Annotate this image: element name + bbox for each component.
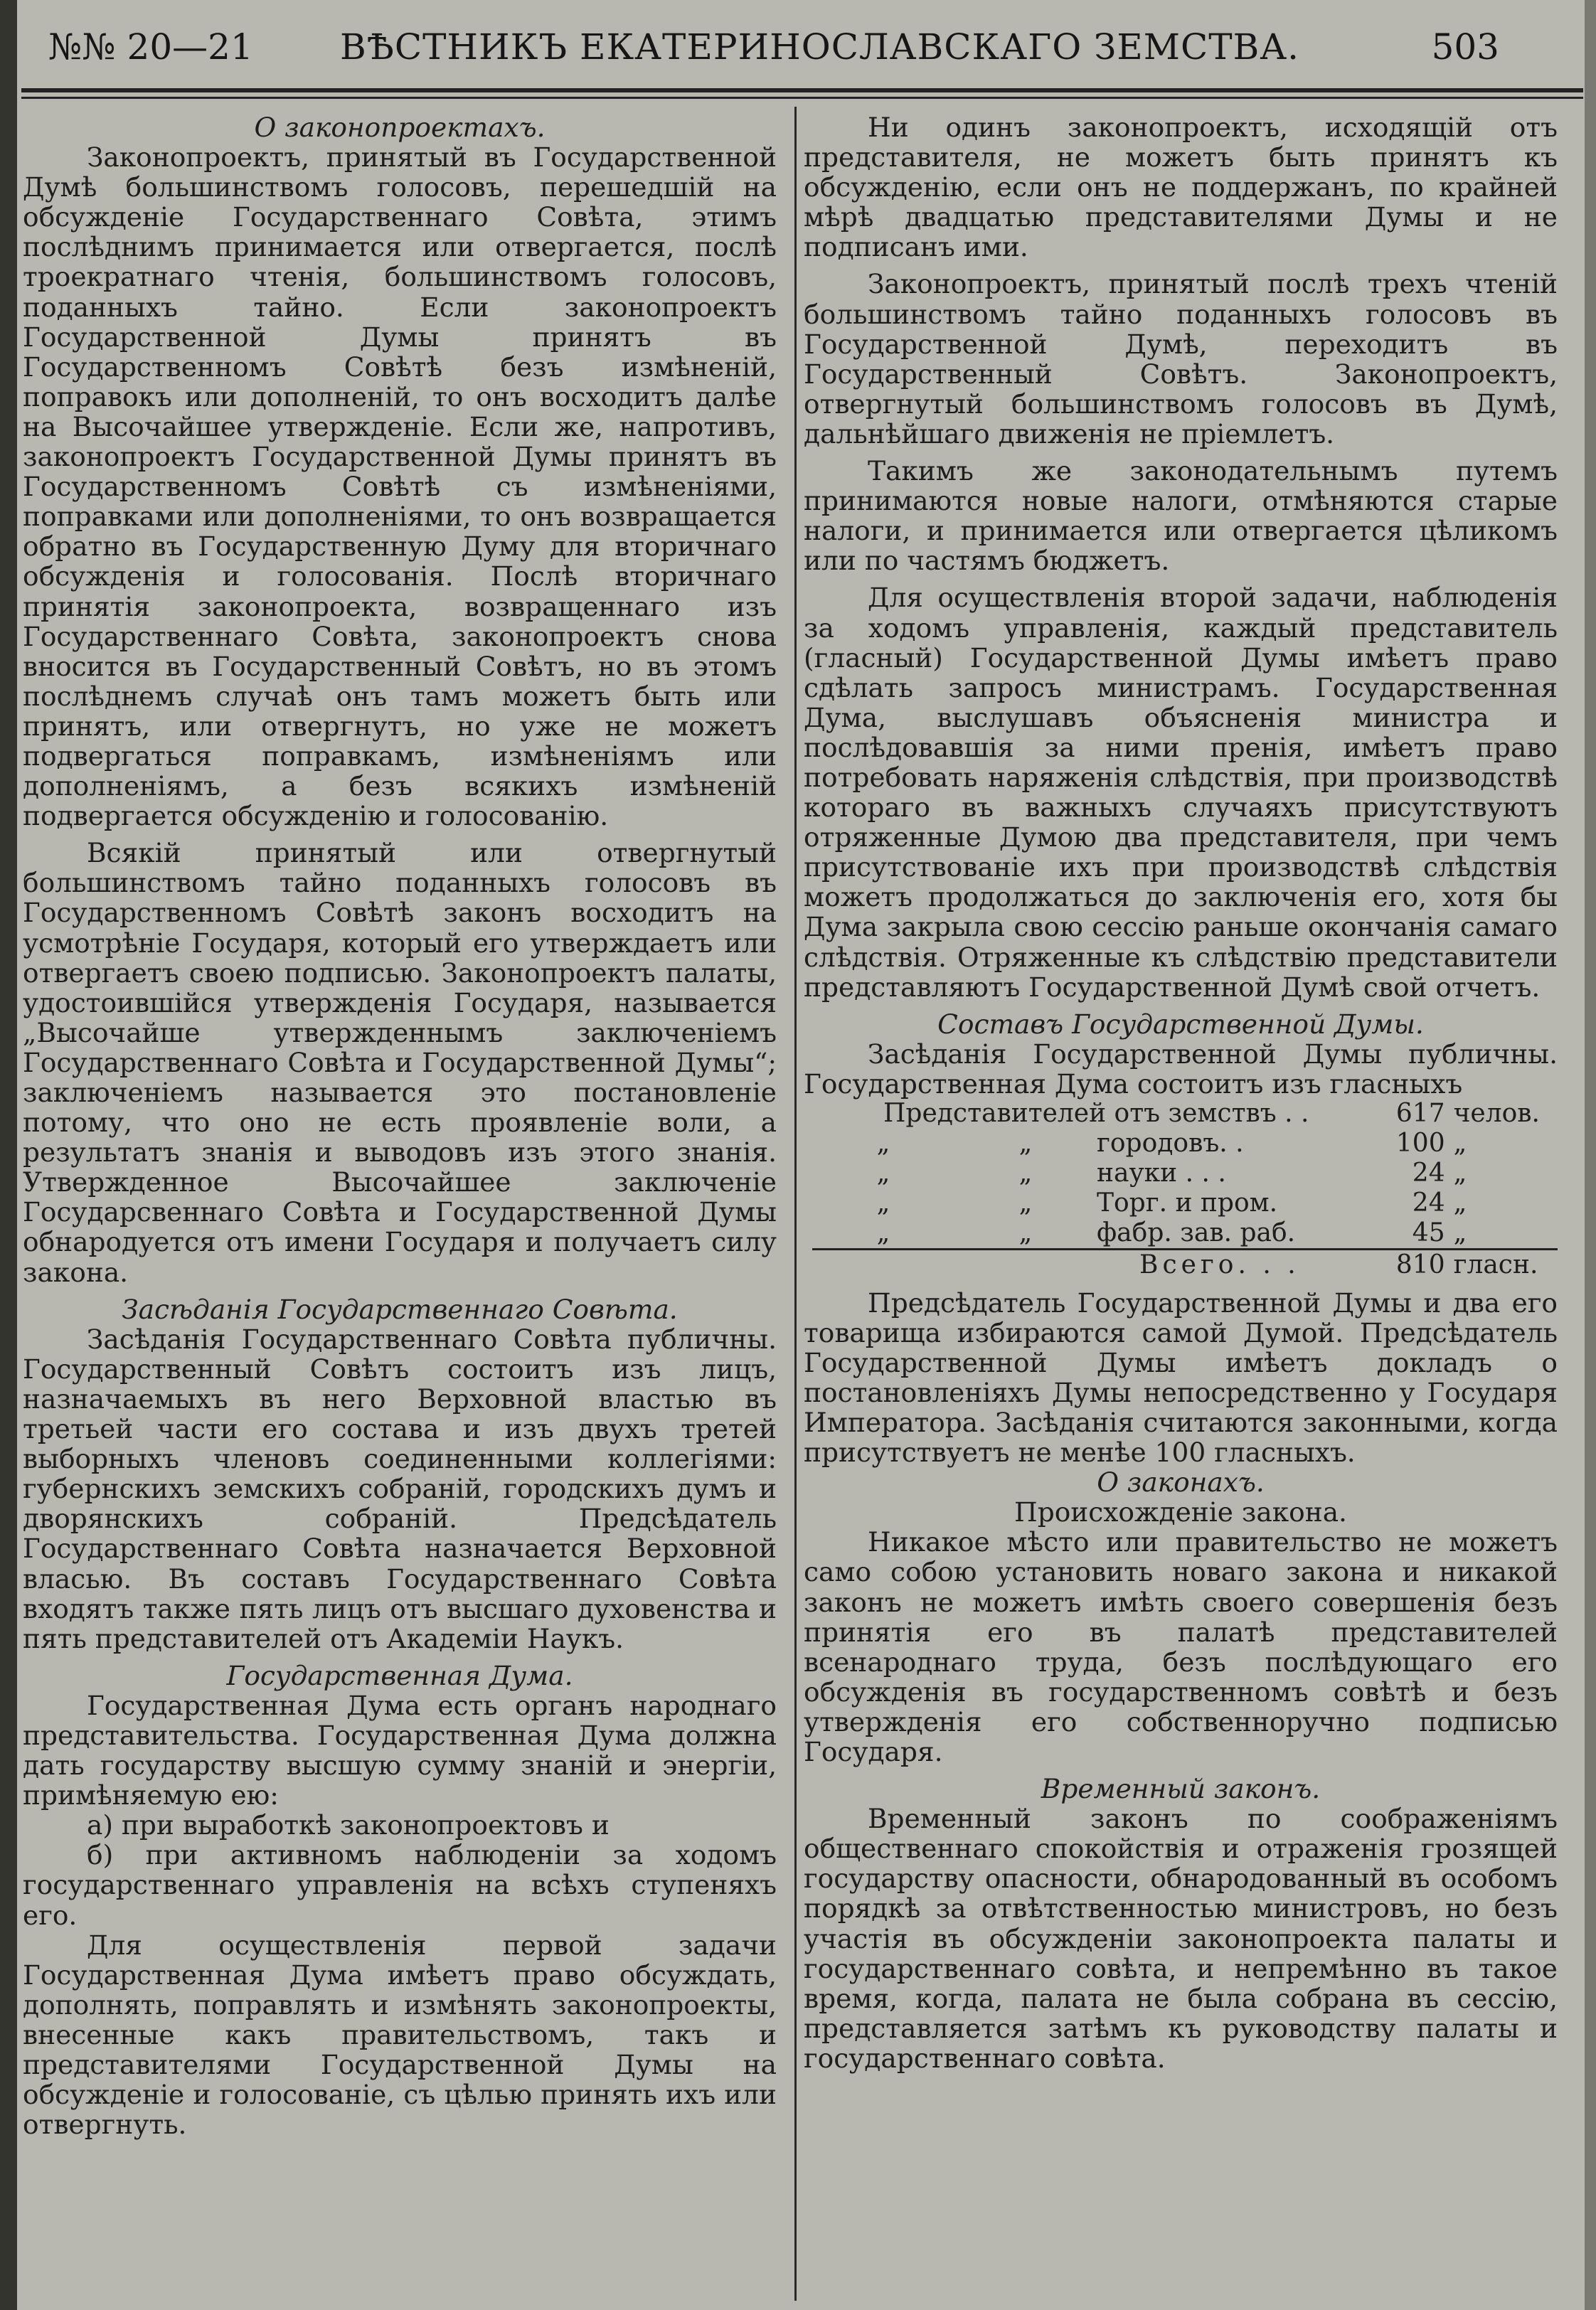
issue-number: №№ 20—21: [48, 26, 253, 68]
total-value: 810: [1395, 1250, 1445, 1280]
row-unit: „: [1453, 1129, 1467, 1159]
page-number: 503: [1431, 26, 1499, 68]
row-label: [812, 1159, 1381, 1188]
row-unit: „: [1453, 1188, 1467, 1218]
paragraph: Законопроектъ, принятый въ Государственной Думѣ большинствомъ голосовъ, перешедшій на обсужденіе Государственнаго Совѣта, этимъ послѣднимъ принимается или отвергается, послѣ троекратнаго чтенія, большинствомъ голосовъ, поданныхъ тайно. Если законопроектъ Государственной Думы принятъ въ Государственномъ Совѣтѣ безъ измѣненій, поправокъ или дополненій, то онъ восходитъ далѣе на Высочайшее утвержденіе. Если же, напротивъ, законопроектъ Государственной Думы принятъ въ Государственномъ Совѣтѣ съ измѣненіями, поправками или дополненіями, то онъ возвращается обратно въ Государственную Думу для вторичнаго обсужденія и голосованія. Послѣ вторичнаго принятія законопроекта, возвращеннаго изъ Государственнаго Совѣта, законопроектъ снова вносится въ Государственный Совѣтъ, но въ этомъ послѣднемъ случаѣ онъ тамъ можетъ быть или принятъ, или отвергнутъ, но уже не можетъ подвергаться поправкамъ, измѣненіямъ или дополненіямъ, а безъ всякихъ измѣненій подвергается обсужденію и голосованію.: [23, 142, 777, 832]
row-unit: „: [1453, 1159, 1467, 1188]
subsection-heading: Происхожденіе закона.: [1014, 1496, 1347, 1528]
paragraph: Для осуществленія первой задачи Государственная Дума имѣетъ право обсуждать, дополнять, поправлять и измѣнять законопроекты, внесенные какъ правительствомъ, такъ и представителями Государственной Думы на обсужденіе и голосованіе, съ цѣлью принять ихъ или отвергнуть.: [23, 1929, 777, 2141]
row-value: 100: [1395, 1129, 1445, 1159]
row-value: 24: [1412, 1159, 1445, 1188]
row-label: [812, 1218, 1381, 1250]
row-unit: „: [1454, 1218, 1558, 1250]
ditto-mark: „: [876, 1188, 890, 1218]
section-heading: Временный законъ.: [1041, 1773, 1321, 1805]
table-row: [812, 1218, 1558, 1250]
journal-title: ВѢСТНИКЪ ЕКАТЕРИНОСЛАВСКАГО ЗЕМСТВА.: [340, 26, 1300, 68]
table-row: [812, 1159, 1558, 1188]
ditto-mark: „: [1018, 1218, 1033, 1248]
total-unit: гласн.: [1453, 1250, 1538, 1280]
row-label: [812, 1188, 1381, 1218]
list-item: б) при активномъ наблюденіи за ходомъ государственнаго управленія на всѣхъ ступеняхъ его.: [23, 1839, 777, 1931]
header-rule-thick: [21, 88, 1583, 92]
row-label-text: науки . . .: [1097, 1159, 1226, 1188]
table-row: [812, 1099, 1558, 1129]
row-label: Представителей отъ земствъ . .: [883, 1099, 1309, 1128]
row-label-text: Торг. и пром.: [1097, 1188, 1278, 1218]
paragraph: Государственная Дума есть органъ народнаго представительства. Государственная Дума должна дать государству высшую сумму знаній и энергіи, примѣняемую ею:: [23, 1689, 777, 1811]
ditto-mark: „: [1018, 1129, 1033, 1159]
row-label-text: фабр. зав. раб.: [1097, 1218, 1296, 1248]
duma-composition-table: [812, 1099, 1558, 1281]
table-row: [812, 1188, 1558, 1218]
section-heading: Составъ Государственной Думы.: [937, 1008, 1424, 1040]
row-label: [812, 1129, 1381, 1159]
right-column: [804, 112, 1558, 2073]
page-edge: [1585, 0, 1596, 2310]
column-divider: [794, 107, 797, 2301]
ditto-mark: „: [876, 1218, 890, 1248]
paragraph: Временный законъ по соображеніямъ общественнаго спокойствія и отраженія грозящей государству опасности, обнародованный въ особомъ порядкѣ за отвѣтственностью министровъ, но безъ участія въ обсужденіи законопроекта палаты и государственнаго совѣта, и непремѣнно въ такое время, когда, палата не была собрана въ сессію, представляется затѣмъ къ руководству палаты и государственнаго совѣта.: [804, 1803, 1558, 2074]
left-column: [23, 112, 777, 2139]
ditto-mark: „: [1018, 1188, 1033, 1218]
table-total-row: [812, 1250, 1558, 1281]
paragraph: Предсѣдатель Государственной Думы и два его товарища избираются самой Думой. Предсѣдатель Государственной Думы имѣетъ докладъ о постановленіяхъ Думы непосредственно у Государя Императора. Засѣданія считаются законными, когда присутствуетъ не менѣе 100 гласныхъ.: [804, 1287, 1558, 1469]
ditto-mark: „: [1018, 1159, 1033, 1188]
section-heading: Засѣданія Государственнаго Совѣта.: [122, 1293, 678, 1325]
paragraph: Ни одинъ законопроектъ, исходящій отъ представителя, не можетъ быть принятъ къ обсужденію, если онъ не поддержанъ, по крайней мѣрѣ двадцатью представителями Думы и не подписанъ ими.: [804, 112, 1558, 263]
row-unit: челов.: [1453, 1099, 1540, 1128]
header-rule-thin: [21, 97, 1583, 99]
row-value: 45: [1381, 1218, 1453, 1250]
list-item: а) при выработкѣ законопроектовъ и: [87, 1809, 610, 1841]
ditto-mark: „: [876, 1159, 890, 1188]
binding-edge: [0, 0, 17, 2310]
running-header: [41, 18, 1499, 75]
paragraph: Всякій принятый или отвергнутый большинствомъ тайно поданныхъ голосовъ въ Государственномъ Совѣтѣ законъ восходитъ на усмотрѣніе Государя, который его утверждаетъ или отвергаетъ своею подписью. Законопроектъ палаты, удостоившійся утвержденія Государя, называется „Высочайше утвержденнымъ заключеніемъ Государственнаго Совѣта и Государственной Думы“; заключеніемъ называется это постановленіе потому, что оно не есть проявленіе воли, а результатъ знанія и выводовъ изъ этого знанія. Утвержденное Высочайшее заключеніе Государсвеннаго Совѣта и Государственной Думы обнародуется отъ имени Государя и получаетъ силу закона.: [23, 837, 777, 1288]
paragraph: Засѣданія Государственнаго Совѣта публичны. Государственный Совѣтъ состоитъ изъ лицъ, назначаемыхъ въ него Верховной властью въ третьей части его состава и изъ двухъ третей выборныхъ членовъ соединенными коллегіями: губернскихъ земскихъ собраній, городскихъ думъ и дворянскихъ собраній. Предсѣдатель Государственнаго Совѣта назначается Верховной власью. Въ составъ Государственнаго Совѣта входятъ также пять лицъ отъ высшаго духовенства и пять представителей отъ Академіи Наукъ.: [23, 1323, 777, 1654]
paragraph: Засѣданія Государственной Думы публичны. Государственная Дума состоитъ изъ гласныхъ: [804, 1038, 1558, 1100]
section-heading: Государственная Дума.: [226, 1659, 573, 1691]
paragraph: Для осуществленія второй задачи, наблюденія за ходомъ управленія, каждый представитель (гласный) Государственной Думы имѣетъ право сдѣлать запросъ министрамъ. Государственная Дума, выслушавъ объясненія министра и послѣдовавшія за ними пренія, имѣетъ право потребовать наряженія слѣдствія, при производствѣ котораго въ важныхъ случаяхъ присутствуютъ отряженные Думою два представителя, при чемъ присутствованіе ихъ при производствѣ слѣдствія можетъ продолжаться до заключенія его, хотя бы Дума закрыла свою сессію раньше окончанія самаго слѣдствія. Отряженные къ слѣдствію представители представляютъ Государственной Думѣ свой отчетъ.: [804, 582, 1558, 1003]
section-heading: О законахъ.: [1097, 1467, 1265, 1499]
section-heading: О законопроектахъ.: [254, 112, 546, 143]
paragraph: Никакое мѣсто или правительство не можетъ само собою установить новаго закона и никакой законъ не можетъ имѣть своего совершенія безъ принятія его въ палатѣ представителей всенароднаго труда, безъ послѣдующаго его обсужденія въ государственномъ совѣтѣ и безъ утвержденія его собственноручно подписью Государя.: [804, 1526, 1558, 1767]
row-value: 24: [1412, 1188, 1445, 1218]
row-label-text: городовъ. .: [1097, 1129, 1244, 1159]
total-label: Всего. . .: [1139, 1250, 1300, 1280]
table-row: [812, 1129, 1558, 1159]
paragraph: Законопроектъ, принятый послѣ трехъ чтеній большинствомъ тайно поданныхъ голосовъ въ Государственной Думѣ, переходитъ въ Государственный Совѣтъ. Законопроектъ, отвергнутый большинствомъ голосовъ въ Думѣ, дальнѣйшаго движенія не пріемлетъ.: [804, 268, 1558, 449]
paragraph: Такимъ же законодательнымъ путемъ принимаются новые налоги, отмѣняются старые налоги, и принимается или отвергается цѣликомъ или по частямъ бюджетъ.: [804, 455, 1558, 577]
row-value: 617: [1395, 1099, 1445, 1128]
ditto-mark: „: [876, 1129, 890, 1159]
